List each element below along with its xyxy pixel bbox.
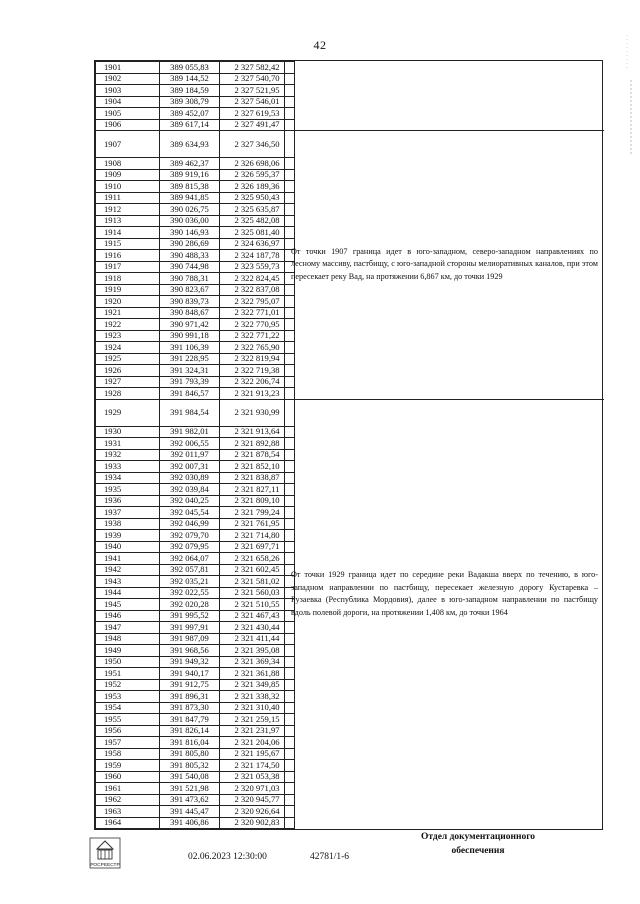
footer-timestamp: 02.06.2023 12:30:00 bbox=[188, 852, 267, 862]
point-number: 1933 bbox=[96, 461, 160, 473]
coordinate-row bbox=[96, 702, 295, 714]
coordinate-y: 2 322 206,74 bbox=[220, 376, 295, 388]
point-number: 1927 bbox=[96, 376, 160, 388]
coordinate-x: 391 995,52 bbox=[160, 610, 220, 622]
point-number: 1912 bbox=[96, 204, 160, 216]
point-number: 1917 bbox=[96, 261, 160, 273]
coordinate-y: 2 321 467,43 bbox=[220, 610, 295, 622]
point-number: 1929 bbox=[96, 399, 160, 426]
coordinate-x: 391 805,32 bbox=[160, 760, 220, 772]
coordinate-y: 2 321 892,88 bbox=[220, 438, 295, 450]
coordinate-x: 389 144,52 bbox=[160, 73, 220, 85]
point-number: 1931 bbox=[96, 438, 160, 450]
point-number: 1920 bbox=[96, 296, 160, 308]
coordinate-y: 2 321 174,50 bbox=[220, 760, 295, 772]
coordinate-x: 392 079,95 bbox=[160, 541, 220, 553]
coordinate-y: 2 324 636,97 bbox=[220, 238, 295, 250]
description-divider-1929 bbox=[285, 399, 604, 400]
coordinate-row bbox=[96, 96, 295, 108]
point-number: 1924 bbox=[96, 342, 160, 354]
coordinate-y: 2 320 945,77 bbox=[220, 794, 295, 806]
coordinate-y: 2 327 346,50 bbox=[220, 131, 295, 158]
coordinate-x: 391 473,62 bbox=[160, 794, 220, 806]
coordinate-row bbox=[96, 131, 295, 158]
coordinates-body bbox=[96, 62, 295, 829]
coordinate-row bbox=[96, 85, 295, 97]
coordinate-x: 390 848,67 bbox=[160, 307, 220, 319]
page-number: 42 bbox=[313, 38, 327, 52]
coordinate-y: 2 327 582,42 bbox=[220, 62, 295, 74]
coordinate-y: 2 320 971,03 bbox=[220, 783, 295, 795]
coordinate-x: 389 308,79 bbox=[160, 96, 220, 108]
coordinate-x: 390 744,98 bbox=[160, 261, 220, 273]
coordinate-row bbox=[96, 365, 295, 377]
coordinate-row bbox=[96, 748, 295, 760]
coordinate-y: 2 321 231,97 bbox=[220, 725, 295, 737]
rosreestr-logo-icon bbox=[88, 836, 122, 870]
coordinate-y: 2 322 819,94 bbox=[220, 353, 295, 365]
point-number: 1953 bbox=[96, 691, 160, 703]
coordinate-y: 2 322 837,08 bbox=[220, 284, 295, 296]
coordinate-x: 392 039,84 bbox=[160, 484, 220, 496]
coordinate-x: 391 521,98 bbox=[160, 783, 220, 795]
coordinate-x: 391 540,08 bbox=[160, 771, 220, 783]
coordinate-x: 389 815,38 bbox=[160, 181, 220, 193]
coordinate-x: 391 968,56 bbox=[160, 645, 220, 657]
coordinate-x: 392 030,89 bbox=[160, 472, 220, 484]
point-number: 1918 bbox=[96, 273, 160, 285]
coordinate-row bbox=[96, 342, 295, 354]
coordinate-row bbox=[96, 691, 295, 703]
coordinate-y: 2 321 430,44 bbox=[220, 622, 295, 634]
point-number: 1909 bbox=[96, 169, 160, 181]
coordinate-row bbox=[96, 461, 295, 473]
point-number: 1947 bbox=[96, 622, 160, 634]
coordinate-x: 389 462,37 bbox=[160, 158, 220, 170]
coordinate-x: 391 949,32 bbox=[160, 656, 220, 668]
coordinate-y: 2 321 658,26 bbox=[220, 553, 295, 565]
coordinate-x: 392 045,54 bbox=[160, 507, 220, 519]
coordinate-y: 2 321 195,67 bbox=[220, 748, 295, 760]
coordinate-x: 389 919,16 bbox=[160, 169, 220, 181]
coordinate-x: 392 040,25 bbox=[160, 495, 220, 507]
coordinate-row bbox=[96, 215, 295, 227]
coordinate-row bbox=[96, 679, 295, 691]
coordinate-row bbox=[96, 307, 295, 319]
coordinate-row bbox=[96, 645, 295, 657]
point-number: 1932 bbox=[96, 449, 160, 461]
point-number: 1938 bbox=[96, 518, 160, 530]
point-number: 1935 bbox=[96, 484, 160, 496]
point-number: 1954 bbox=[96, 702, 160, 714]
coordinate-x: 391 826,14 bbox=[160, 725, 220, 737]
coordinate-x: 391 406,86 bbox=[160, 817, 220, 829]
coordinate-row bbox=[96, 668, 295, 680]
coordinate-row bbox=[96, 587, 295, 599]
coordinate-y: 2 321 809,10 bbox=[220, 495, 295, 507]
coordinate-x: 392 020,28 bbox=[160, 599, 220, 611]
footer-department bbox=[398, 830, 558, 858]
coordinate-x: 392 035,21 bbox=[160, 576, 220, 588]
coordinate-row bbox=[96, 553, 295, 565]
coordinate-row bbox=[96, 330, 295, 342]
coordinate-x: 392 007,31 bbox=[160, 461, 220, 473]
point-number: 1964 bbox=[96, 817, 160, 829]
coordinate-x: 390 971,42 bbox=[160, 319, 220, 331]
point-number: 1945 bbox=[96, 599, 160, 611]
boundary-description-1929-1964: От точки 1929 граница идет по середине реки Вадакша вверх по течению, в юго-западном направлении по пастбищу, пересекает железную дорогу Кустаревка – Рузаевка (Республика Мордовия), далее в юго-западном направлении по пастбищу вдоль полевой дороги, на протяжении 1,408 км, до точки 1964 bbox=[291, 570, 598, 617]
coordinate-x: 391 940,17 bbox=[160, 668, 220, 680]
coordinate-y: 2 326 595,37 bbox=[220, 169, 295, 181]
coordinate-x: 391 896,31 bbox=[160, 691, 220, 703]
coordinate-y: 2 320 902,83 bbox=[220, 817, 295, 829]
coordinate-row bbox=[96, 426, 295, 438]
coordinate-x: 391 445,47 bbox=[160, 806, 220, 818]
point-number: 1930 bbox=[96, 426, 160, 438]
coordinate-y: 2 324 187,78 bbox=[220, 250, 295, 262]
coordinates-grid bbox=[95, 61, 295, 829]
coordinate-x: 390 991,18 bbox=[160, 330, 220, 342]
point-number: 1943 bbox=[96, 576, 160, 588]
coordinate-y: 2 321 799,24 bbox=[220, 507, 295, 519]
coordinate-y: 2 326 189,36 bbox=[220, 181, 295, 193]
boundary-description-1907-1929: От точки 1907 граница идет в юго-западном, северо-западном направлениях по лесному массиву, пастбищу, с юго-западной стороны мелиоративных каналов, при этом пересекает реку Вад, на протяжении 6,867 км, до точки 1929 bbox=[291, 246, 598, 281]
description-divider-1907 bbox=[285, 130, 604, 131]
coordinate-x: 390 036,00 bbox=[160, 215, 220, 227]
point-number: 1961 bbox=[96, 783, 160, 795]
coordinate-row bbox=[96, 119, 295, 131]
coordinate-y: 2 321 310,40 bbox=[220, 702, 295, 714]
coordinate-row bbox=[96, 181, 295, 193]
coordinate-row bbox=[96, 530, 295, 542]
coordinate-x: 392 064,07 bbox=[160, 553, 220, 565]
coordinate-x: 391 816,04 bbox=[160, 737, 220, 749]
coordinate-row bbox=[96, 73, 295, 85]
coordinate-y: 2 325 081,40 bbox=[220, 227, 295, 239]
coordinate-row bbox=[96, 783, 295, 795]
point-number: 1910 bbox=[96, 181, 160, 193]
coordinate-y: 2 321 338,32 bbox=[220, 691, 295, 703]
coordinate-y: 2 321 761,95 bbox=[220, 518, 295, 530]
coordinate-row bbox=[96, 284, 295, 296]
point-number: 1916 bbox=[96, 250, 160, 262]
point-number: 1951 bbox=[96, 668, 160, 680]
coordinate-row bbox=[96, 484, 295, 496]
coordinate-y: 2 323 559,73 bbox=[220, 261, 295, 273]
coordinate-y: 2 321 697,71 bbox=[220, 541, 295, 553]
coordinate-x: 391 846,57 bbox=[160, 388, 220, 400]
point-number: 1915 bbox=[96, 238, 160, 250]
coordinate-y: 2 321 714,80 bbox=[220, 530, 295, 542]
coordinate-row bbox=[96, 108, 295, 120]
coordinate-row bbox=[96, 273, 295, 285]
point-number: 1952 bbox=[96, 679, 160, 691]
point-number: 1950 bbox=[96, 656, 160, 668]
coordinate-x: 389 941,85 bbox=[160, 192, 220, 204]
coordinate-row bbox=[96, 449, 295, 461]
coordinate-row bbox=[96, 806, 295, 818]
point-number: 1956 bbox=[96, 725, 160, 737]
point-number: 1959 bbox=[96, 760, 160, 772]
coordinate-y: 2 327 491,47 bbox=[220, 119, 295, 131]
point-number: 1942 bbox=[96, 564, 160, 576]
point-number: 1960 bbox=[96, 771, 160, 783]
coordinate-x: 392 079,70 bbox=[160, 530, 220, 542]
coordinate-y: 2 321 369,34 bbox=[220, 656, 295, 668]
point-number: 1928 bbox=[96, 388, 160, 400]
coordinate-x: 391 984,54 bbox=[160, 399, 220, 426]
point-number: 1914 bbox=[96, 227, 160, 239]
coordinate-row bbox=[96, 725, 295, 737]
coordinate-x: 391 873,30 bbox=[160, 702, 220, 714]
point-number: 1926 bbox=[96, 365, 160, 377]
coordinate-y: 2 321 560,03 bbox=[220, 587, 295, 599]
coordinate-x: 389 184,59 bbox=[160, 85, 220, 97]
point-number: 1922 bbox=[96, 319, 160, 331]
point-number: 1957 bbox=[96, 737, 160, 749]
point-number: 1901 bbox=[96, 62, 160, 74]
coordinate-x: 392 057,81 bbox=[160, 564, 220, 576]
coordinate-x: 390 823,67 bbox=[160, 284, 220, 296]
point-number: 1919 bbox=[96, 284, 160, 296]
coordinate-row bbox=[96, 817, 295, 829]
point-number: 1940 bbox=[96, 541, 160, 553]
coordinate-row bbox=[96, 261, 295, 273]
coordinate-y: 2 327 540,70 bbox=[220, 73, 295, 85]
coordinate-row bbox=[96, 227, 295, 239]
coordinate-x: 391 847,79 bbox=[160, 714, 220, 726]
coordinate-x: 389 055,83 bbox=[160, 62, 220, 74]
point-number: 1958 bbox=[96, 748, 160, 760]
point-number: 1903 bbox=[96, 85, 160, 97]
point-number: 1923 bbox=[96, 330, 160, 342]
coordinate-y: 2 322 771,22 bbox=[220, 330, 295, 342]
coordinate-row bbox=[96, 771, 295, 783]
coordinate-x: 391 997,91 bbox=[160, 622, 220, 634]
point-number: 1921 bbox=[96, 307, 160, 319]
coordinate-row bbox=[96, 760, 295, 772]
coordinate-y: 2 325 482,08 bbox=[220, 215, 295, 227]
point-number: 1962 bbox=[96, 794, 160, 806]
coordinate-row bbox=[96, 737, 295, 749]
coordinate-y: 2 325 950,43 bbox=[220, 192, 295, 204]
coordinate-x: 391 324,31 bbox=[160, 365, 220, 377]
coordinate-y: 2 322 824,45 bbox=[220, 273, 295, 285]
coordinate-y: 2 321 913,23 bbox=[220, 388, 295, 400]
point-number: 1906 bbox=[96, 119, 160, 131]
point-number: 1904 bbox=[96, 96, 160, 108]
coordinate-row bbox=[96, 319, 295, 331]
coordinate-x: 391 793,39 bbox=[160, 376, 220, 388]
coordinate-row bbox=[96, 388, 295, 400]
coordinate-row bbox=[96, 472, 295, 484]
coordinate-row bbox=[96, 296, 295, 308]
point-number: 1941 bbox=[96, 553, 160, 565]
coordinate-y: 2 321 361,88 bbox=[220, 668, 295, 680]
coordinate-y: 2 321 053,38 bbox=[220, 771, 295, 783]
coordinate-y: 2 322 795,07 bbox=[220, 296, 295, 308]
coordinate-y: 2 320 926,64 bbox=[220, 806, 295, 818]
point-number: 1925 bbox=[96, 353, 160, 365]
coordinate-x: 390 839,73 bbox=[160, 296, 220, 308]
coordinate-y: 2 321 602,45 bbox=[220, 564, 295, 576]
coordinate-row bbox=[96, 610, 295, 622]
coordinate-y: 2 322 765,90 bbox=[220, 342, 295, 354]
point-number: 1913 bbox=[96, 215, 160, 227]
coordinate-y: 2 327 619,53 bbox=[220, 108, 295, 120]
coordinate-x: 391 982,01 bbox=[160, 426, 220, 438]
coordinate-row bbox=[96, 238, 295, 250]
point-number: 1963 bbox=[96, 806, 160, 818]
coordinate-row bbox=[96, 169, 295, 181]
coordinate-y: 2 321 913,64 bbox=[220, 426, 295, 438]
coordinate-x: 391 228,95 bbox=[160, 353, 220, 365]
footer-department-line1: Отдел документационного bbox=[420, 832, 536, 842]
coordinates-table bbox=[94, 60, 603, 830]
coordinate-x: 390 146,93 bbox=[160, 227, 220, 239]
description-column bbox=[284, 61, 604, 829]
point-number: 1936 bbox=[96, 495, 160, 507]
coordinate-x: 390 026,75 bbox=[160, 204, 220, 216]
coordinate-row bbox=[96, 794, 295, 806]
coordinate-y: 2 325 635,87 bbox=[220, 204, 295, 216]
coordinate-row bbox=[96, 399, 295, 426]
coordinate-x: 392 011,97 bbox=[160, 449, 220, 461]
coordinate-y: 2 327 546,01 bbox=[220, 96, 295, 108]
point-number: 1911 bbox=[96, 192, 160, 204]
coordinate-x: 389 634,93 bbox=[160, 131, 220, 158]
coordinate-y: 2 322 719,38 bbox=[220, 365, 295, 377]
coordinate-row bbox=[96, 353, 295, 365]
coordinate-y: 2 321 827,11 bbox=[220, 484, 295, 496]
coordinate-y: 2 321 395,08 bbox=[220, 645, 295, 657]
coordinate-y: 2 321 878,54 bbox=[220, 449, 295, 461]
coordinate-row bbox=[96, 495, 295, 507]
coordinate-row bbox=[96, 633, 295, 645]
coordinate-y: 2 321 411,44 bbox=[220, 633, 295, 645]
coordinate-row bbox=[96, 192, 295, 204]
coordinate-row bbox=[96, 507, 295, 519]
coordinate-y: 2 321 204,06 bbox=[220, 737, 295, 749]
point-number: 1949 bbox=[96, 645, 160, 657]
coordinate-y: 2 321 852,10 bbox=[220, 461, 295, 473]
coordinate-row bbox=[96, 376, 295, 388]
point-number: 1907 bbox=[96, 131, 160, 158]
coordinate-y: 2 322 770,95 bbox=[220, 319, 295, 331]
point-number: 1908 bbox=[96, 158, 160, 170]
footer-department-line2: обеспечения bbox=[451, 846, 505, 856]
logo-text: РОСРЕЕСТР bbox=[90, 863, 120, 868]
coordinate-x: 390 286,69 bbox=[160, 238, 220, 250]
point-number: 1944 bbox=[96, 587, 160, 599]
coordinate-row bbox=[96, 204, 295, 216]
coordinate-y: 2 321 930,99 bbox=[220, 399, 295, 426]
coordinate-row bbox=[96, 622, 295, 634]
point-number: 1939 bbox=[96, 530, 160, 542]
point-number: 1937 bbox=[96, 507, 160, 519]
coordinate-y: 2 321 510,55 bbox=[220, 599, 295, 611]
coordinate-row bbox=[96, 714, 295, 726]
coordinate-row bbox=[96, 158, 295, 170]
coordinate-x: 390 788,31 bbox=[160, 273, 220, 285]
point-number: 1955 bbox=[96, 714, 160, 726]
coordinate-x: 391 912,75 bbox=[160, 679, 220, 691]
coordinate-y: 2 327 521,95 bbox=[220, 85, 295, 97]
coordinate-x: 389 617,14 bbox=[160, 119, 220, 131]
point-number: 1934 bbox=[96, 472, 160, 484]
coordinate-row bbox=[96, 518, 295, 530]
coordinate-x: 392 006,55 bbox=[160, 438, 220, 450]
coordinate-row bbox=[96, 250, 295, 262]
point-number: 1946 bbox=[96, 610, 160, 622]
coordinate-x: 392 022,55 bbox=[160, 587, 220, 599]
coordinate-row bbox=[96, 541, 295, 553]
scan-edge-marks-icon bbox=[622, 30, 636, 160]
coordinate-y: 2 321 259,15 bbox=[220, 714, 295, 726]
coordinate-row bbox=[96, 656, 295, 668]
coordinate-x: 389 452,07 bbox=[160, 108, 220, 120]
coordinate-y: 2 321 838,87 bbox=[220, 472, 295, 484]
coordinate-x: 391 805,80 bbox=[160, 748, 220, 760]
coordinate-row bbox=[96, 438, 295, 450]
coordinate-y: 2 322 771,01 bbox=[220, 307, 295, 319]
coordinate-x: 391 106,39 bbox=[160, 342, 220, 354]
coordinate-y: 2 321 349,85 bbox=[220, 679, 295, 691]
coordinate-x: 391 987,09 bbox=[160, 633, 220, 645]
coordinate-row bbox=[96, 62, 295, 74]
point-number: 1902 bbox=[96, 73, 160, 85]
coordinate-x: 392 046,99 bbox=[160, 518, 220, 530]
point-number: 1905 bbox=[96, 108, 160, 120]
coordinate-row bbox=[96, 599, 295, 611]
coordinate-y: 2 326 698,06 bbox=[220, 158, 295, 170]
coordinate-x: 390 488,33 bbox=[160, 250, 220, 262]
footer-document-id: 42781/1-6 bbox=[310, 852, 350, 862]
point-number: 1948 bbox=[96, 633, 160, 645]
coordinate-y: 2 321 581,02 bbox=[220, 576, 295, 588]
coordinate-row bbox=[96, 564, 295, 576]
coordinate-row bbox=[96, 576, 295, 588]
